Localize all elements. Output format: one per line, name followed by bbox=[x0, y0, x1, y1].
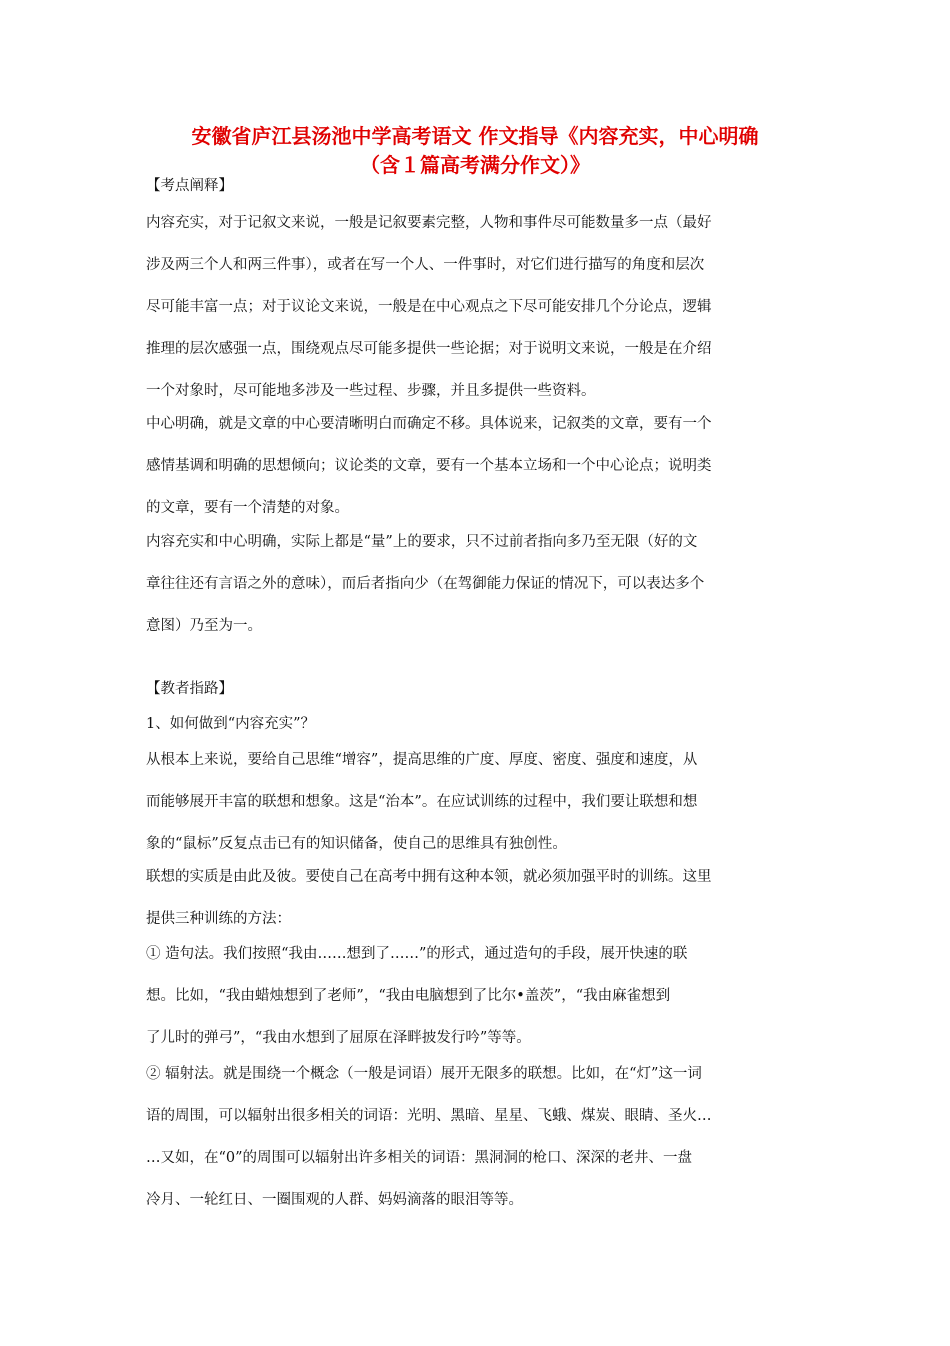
paragraph-line: 的文章，要有一个清楚的对象。 bbox=[146, 500, 349, 516]
paragraph-line: 提供三种训练的方法： bbox=[146, 911, 291, 927]
list-item-method-1: ① 造句法。我们按照“我由……想到了……”的形式，通过造句的手段，展开快速的联 bbox=[146, 946, 688, 962]
paragraph-line: 而能够展开丰富的联想和想象。这是“治本”。在应试训练的过程中，我们要让联想和想 bbox=[146, 794, 698, 810]
list-item-method-2: ② 辐射法。就是围绕一个概念（一般是词语）展开无限多的联想。比如，在“灯”这一词 bbox=[146, 1066, 702, 1082]
paragraph-line: 意图）乃至为一。 bbox=[146, 618, 262, 634]
paragraph-line: 尽可能丰富一点；对于议论文来说，一般是在中心观点之下尽可能安排几个分论点，逻辑 bbox=[146, 299, 712, 315]
paragraph-line: 冷月、一轮红日、一圈围观的人群、妈妈滴落的眼泪等等。 bbox=[146, 1192, 523, 1208]
paragraph-line: 语的周围，可以辐射出很多相关的词语：光明、黑暗、星星、飞蛾、煤炭、眼睛、圣火… bbox=[146, 1108, 712, 1124]
paragraph-line: 象的“鼠标”反复点击已有的知识储备，使自己的思维具有独创性。 bbox=[146, 836, 567, 852]
paragraph-line: 联想的实质是由此及彼。要使自己在高考中拥有这种本领，就必须加强平时的训练。这里 bbox=[146, 869, 712, 885]
section-heading-teacher-guide: 【教者指路】 bbox=[146, 681, 233, 697]
paragraph-line: 推理的层次感强一点，围绕观点尽可能多提供一些论据；对于说明文来说，一般是在介绍 bbox=[146, 341, 712, 357]
paragraph-line: 感情基调和明确的思想倾向；议论类的文章，要有一个基本立场和一个中心论点；说明类 bbox=[146, 458, 712, 474]
paragraph-line: 从根本上来说，要给自己思维“增容”，提高思维的广度、厚度、密度、强度和速度，从 bbox=[146, 752, 698, 768]
paragraph-line: 涉及两三个人和两三件事），或者在写一个人、一件事时，对它们进行描写的角度和层次 bbox=[146, 257, 705, 273]
paragraph-line: 一个对象时，尽可能地多涉及一些过程、步骤，并且多提供一些资料。 bbox=[146, 383, 596, 399]
paragraph-line: 内容充实，对于记叙文来说，一般是记叙要素完整，人物和事件尽可能数量多一点（最好 bbox=[146, 215, 712, 231]
paragraph-line: 中心明确，就是文章的中心要清晰明白而确定不移。具体说来，记叙类的文章，要有一个 bbox=[146, 416, 712, 432]
section-heading-exam-points: 【考点阐释】 bbox=[146, 178, 233, 194]
paragraph-line: 章往往还有言语之外的意味），而后者指向少（在驾御能力保证的情况下，可以表达多个 bbox=[146, 576, 705, 592]
document-title-line-2: （含１篇高考满分作文）》 bbox=[360, 153, 590, 177]
subheading-question-1: 1、如何做到“内容充实”？ bbox=[146, 716, 316, 732]
paragraph-line: …又如，在“0”的周围可以辐射出许多相关的词语：黑洞洞的枪口、深深的老井、一盘 bbox=[146, 1150, 693, 1166]
paragraph-line: 了儿时的弹弓”，“我由水想到了屈原在泽畔披发行吟”等等。 bbox=[146, 1030, 531, 1046]
document-title-line-1: 安徽省庐江县汤池中学高考语文 作文指导《内容充实，中心明确 bbox=[191, 124, 759, 148]
paragraph-line: 想。比如，“我由蜡烛想到了老师”，“我由电脑想到了比尔•盖茨”，“我由麻雀想到 bbox=[146, 988, 671, 1004]
paragraph-line: 内容充实和中心明确，实际上都是“量”上的要求，只不过前者指向多乃至无限（好的文 bbox=[146, 534, 698, 550]
